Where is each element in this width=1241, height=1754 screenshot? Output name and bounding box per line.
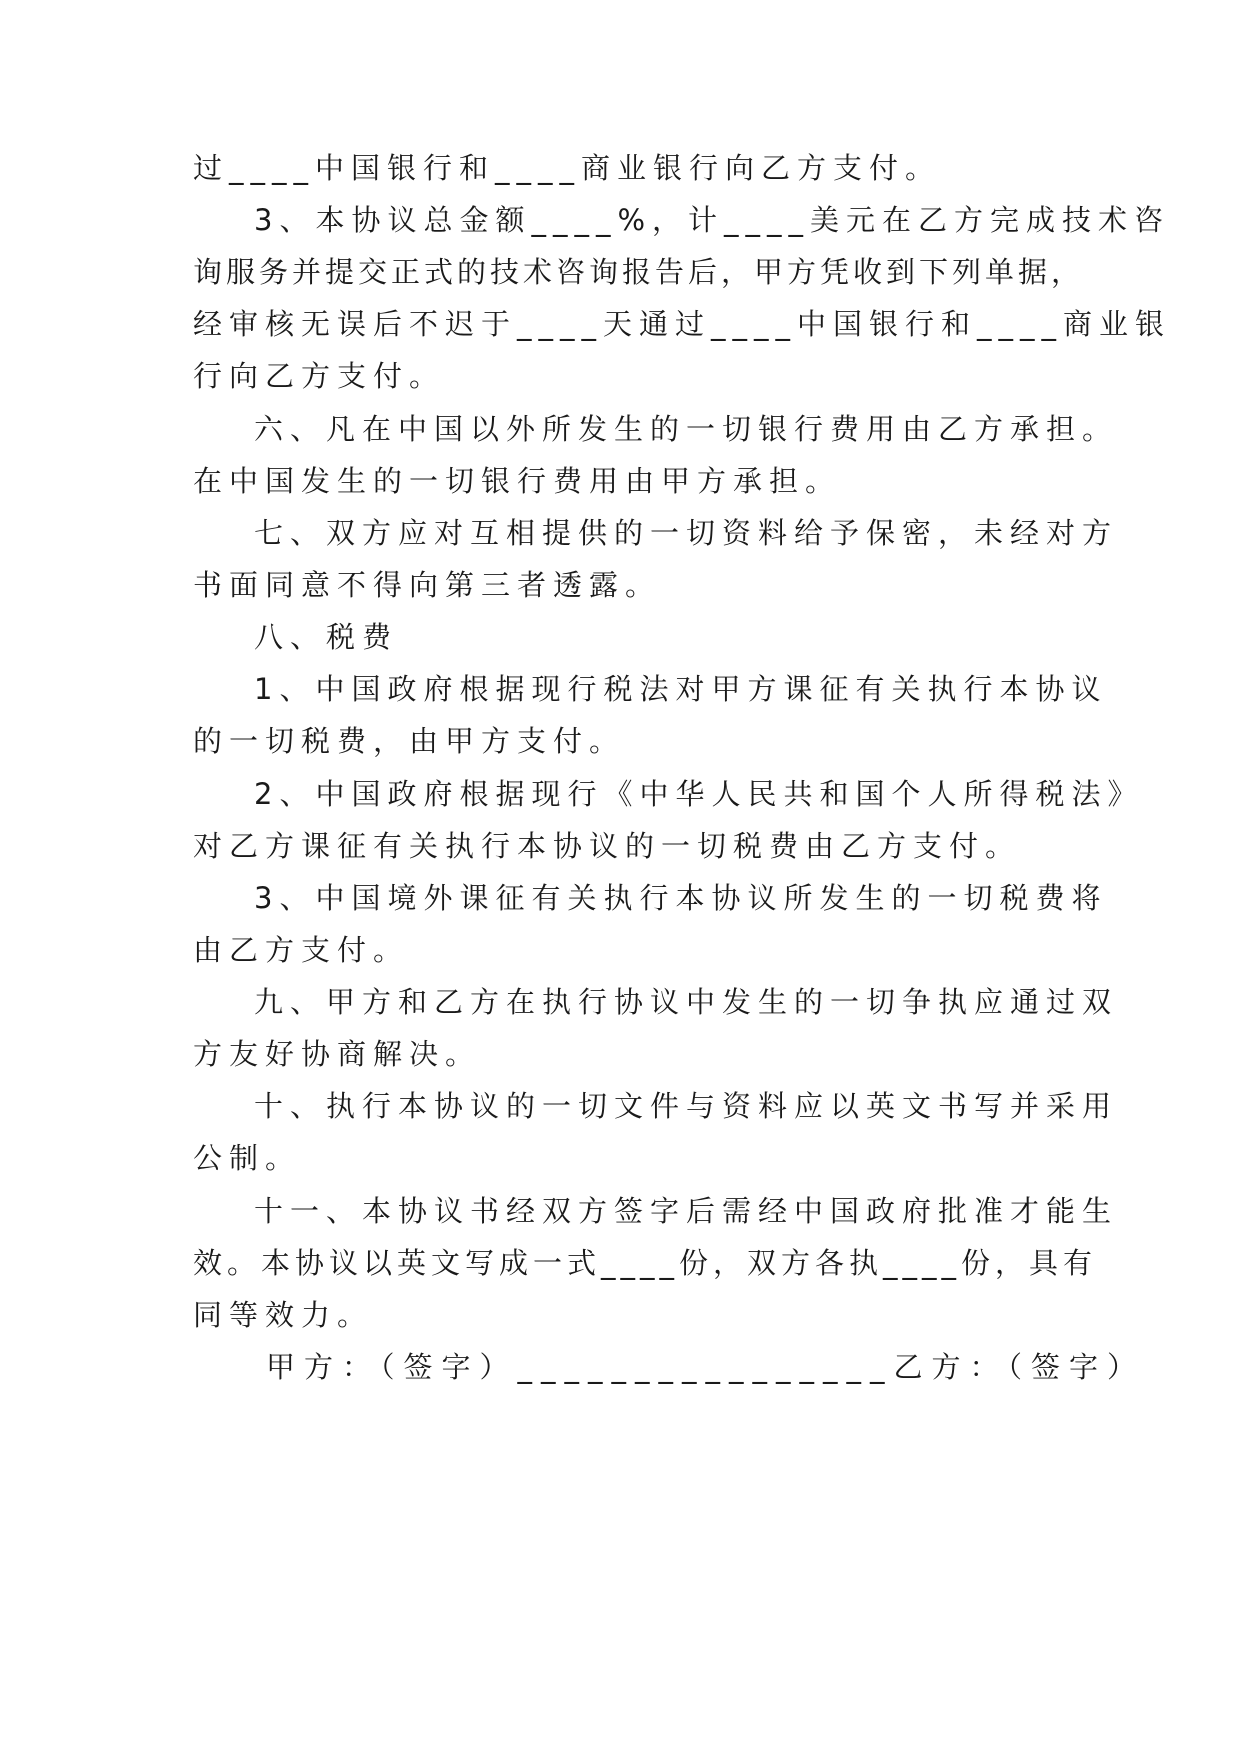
text-line: 3、本协议总金额____%，计____美元在乙方完成技术咨	[254, 203, 1171, 237]
text-line: 书面同意不得向第三者透露。	[193, 568, 662, 602]
text-line: 同等效力。	[193, 1298, 374, 1332]
text-line: 十一、本协议书经双方签字后需经中国政府批准才能生	[254, 1194, 1119, 1228]
text-line: 效。本协议以英文写成一式____份，双方各执____份，具有	[193, 1246, 1098, 1280]
text-line: 六、凡在中国以外所发生的一切银行费用由乙方承担。	[254, 412, 1119, 446]
text-line: 在中国发生的一切银行费用由甲方承担。	[193, 464, 842, 498]
text-line: 九、甲方和乙方在执行协议中发生的一切争执应通过双	[254, 985, 1119, 1019]
text-line: 的一切税费，由甲方支付。	[193, 724, 626, 758]
text-line: 行向乙方支付。	[193, 359, 446, 393]
text-line: 方友好协商解决。	[193, 1037, 482, 1071]
text-line: 由乙方支付。	[193, 933, 410, 967]
text-line: 1、中国政府根据现行税法对甲方课征有关执行本协议	[254, 672, 1108, 706]
text-line: 十、执行本协议的一切文件与资料应以英文书写并采用	[254, 1089, 1119, 1123]
text-line: 公制。	[193, 1141, 302, 1175]
section-heading: 八、税费	[254, 620, 399, 654]
text-line: 3、中国境外课征有关执行本协议所发生的一切税费将	[254, 881, 1108, 915]
text-line: 询服务并提交正式的技术咨询报告后，甲方凭收到下列单据，	[193, 255, 1085, 289]
text-line: 2、中国政府根据现行《中华人民共和国个人所得税法》	[254, 777, 1144, 811]
text-line: 七、双方应对互相提供的一切资料给予保密，未经对方	[254, 516, 1119, 550]
text-line: 对乙方课征有关执行本协议的一切税费由乙方支付。	[193, 829, 1022, 863]
text-line: 过____中国银行和____商业银行向乙方支付。	[193, 151, 942, 185]
text-line: 经审核无误后不迟于____天通过____中国银行和____商业银	[193, 307, 1172, 341]
signature-line: 甲方：（签字）________________乙方：（签字）	[266, 1350, 1146, 1384]
